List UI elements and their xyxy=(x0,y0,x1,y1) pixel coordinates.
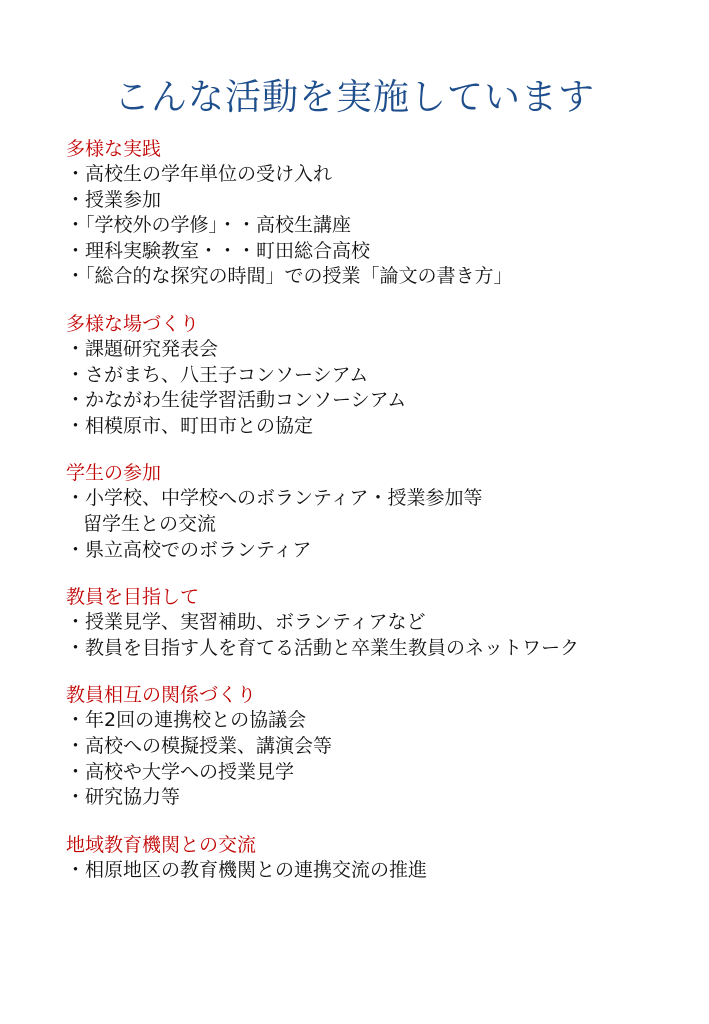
list-item: ・高校生の学年単位の受け入れ xyxy=(66,163,333,185)
list-item: ・相原地区の教育機関との連携交流の推進 xyxy=(66,858,428,881)
section-heading: 学生の参加 xyxy=(66,462,162,485)
section-diverse-practice xyxy=(66,136,686,290)
list-item: ・県立高校でのボランティア xyxy=(66,538,312,561)
section-aspiring-teachers xyxy=(66,584,686,661)
section-student-participation xyxy=(66,460,686,563)
section-diverse-venues xyxy=(66,311,686,439)
section-teacher-relations xyxy=(66,682,686,810)
list-item: ・理科実験教室・・・町田総合高校 xyxy=(66,239,371,262)
section-heading: 地域教育機関との交流 xyxy=(66,833,257,856)
section-heading: 多様な場づくり xyxy=(66,312,200,335)
list-item-continuation: 留学生との交流 xyxy=(83,512,217,535)
list-item: ・高校への模擬授業、講演会等 xyxy=(66,734,333,757)
list-item: ・授業参加 xyxy=(66,188,162,211)
section-heading: 教員を目指して xyxy=(66,586,200,609)
list-item: ・年2回の連携校との協議会 xyxy=(66,709,307,732)
activity-list xyxy=(66,136,686,904)
list-item: ・授業見学、実習補助、ボランティアなど xyxy=(66,611,426,634)
page-title: こんな活動を実施しています xyxy=(113,77,595,119)
list-item: ・教員を目指す人を育てる活動と卒業生教員のネットワーク xyxy=(66,636,580,659)
list-item: ・さがまち、八王子コンソーシアム xyxy=(66,363,369,386)
section-heading: 教員相互の関係づくり xyxy=(66,684,257,707)
list-item: ・課題研究発表会 xyxy=(66,337,219,360)
list-item: ・研究協力等 xyxy=(66,786,181,809)
list-item: ・高校や大学への授業見学 xyxy=(66,760,295,783)
list-item: ・「学校外の学修」・・高校生講座 xyxy=(66,214,352,237)
list-item: ・「総合的な探究の時間」での授業「論文の書き方」 xyxy=(66,265,513,288)
section-heading: 多様な実践 xyxy=(66,138,162,160)
list-item: ・かながわ生徒学習活動コンソーシアム xyxy=(66,389,407,412)
list-item: ・小学校、中学校へのボランティア・授業参加等 xyxy=(66,487,483,510)
list-item: ・相模原市、町田市との協定 xyxy=(66,414,314,437)
section-regional-exchange xyxy=(66,832,686,884)
